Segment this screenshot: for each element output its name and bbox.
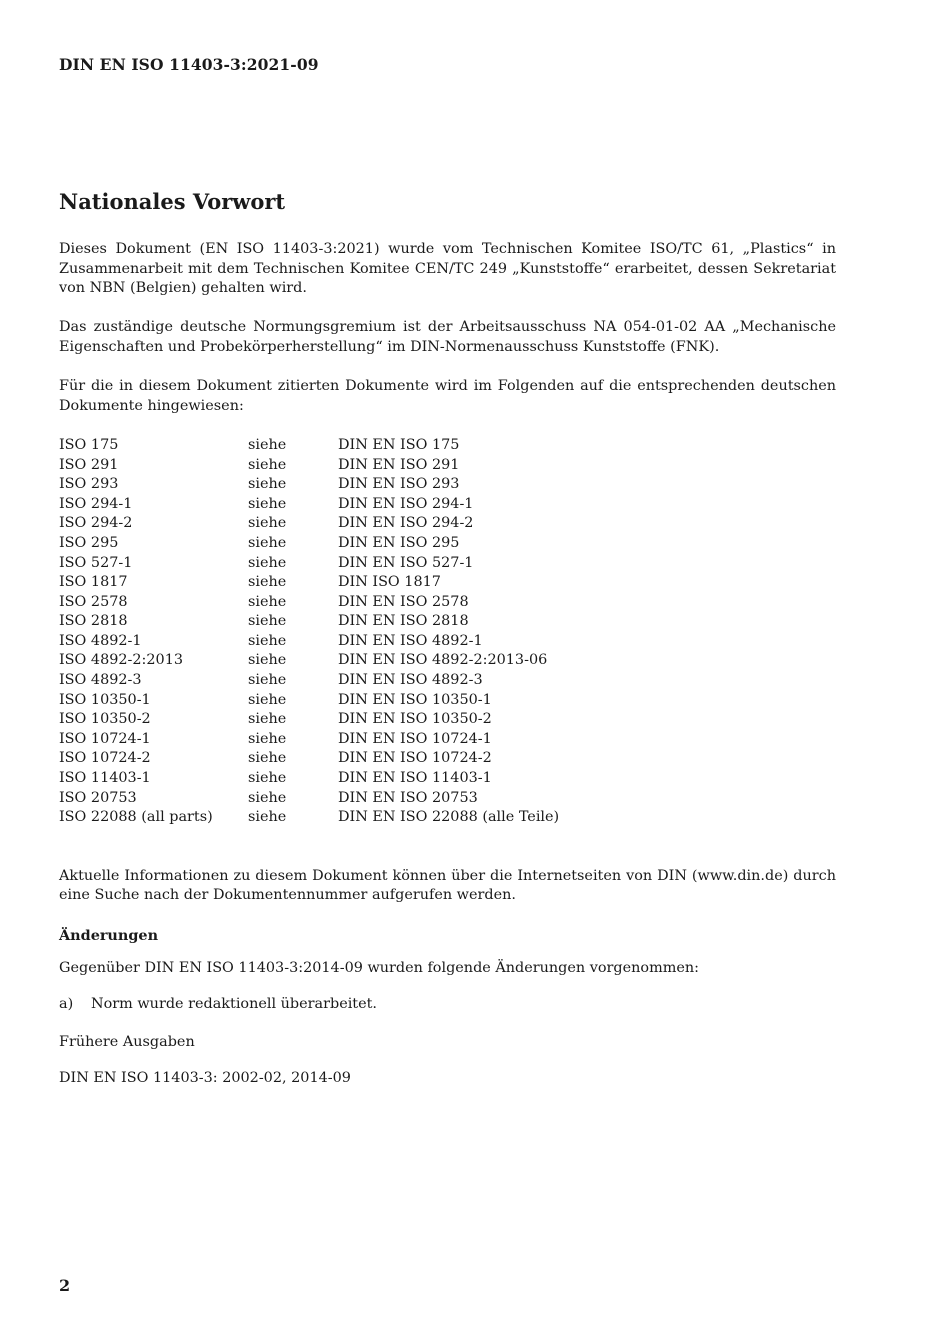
- changes-heading: Änderungen: [59, 926, 159, 944]
- see-label: siehe: [248, 789, 287, 806]
- table-row: [59, 573, 836, 593]
- din-reference: DIN EN ISO 4892-3: [338, 672, 483, 689]
- table-row: [59, 769, 836, 789]
- din-reference: DIN EN ISO 291: [338, 456, 460, 473]
- iso-reference: ISO 291: [59, 456, 119, 473]
- page-number: 2: [59, 1276, 71, 1295]
- iso-reference: ISO 175: [59, 436, 119, 453]
- page-title: Nationales Vorwort: [59, 189, 286, 214]
- list-item-marker: a): [59, 995, 74, 1012]
- table-row: [59, 710, 836, 730]
- table-row: [59, 554, 836, 574]
- see-label: siehe: [248, 515, 287, 532]
- iso-reference: ISO 2818: [59, 613, 128, 630]
- din-reference: DIN EN ISO 527-1: [338, 554, 474, 571]
- document-header: DIN EN ISO 11403-3:2021-09: [59, 55, 319, 74]
- see-label: siehe: [248, 770, 287, 787]
- see-label: siehe: [248, 534, 287, 551]
- iso-reference: ISO 2578: [59, 593, 128, 610]
- see-label: siehe: [248, 632, 287, 649]
- paragraph-committee: Das zuständige deutsche Normungsgremium ist der Arbeitsausschuss NA 054-01-02 AA „Mechanische Eigenschaften und Probekörperherstellung“ im DIN-Normenausschuss Kunststoffe (FNK).: [59, 319, 836, 355]
- iso-reference: ISO 10350-2: [59, 711, 151, 728]
- paragraph-scope: Dieses Dokument (EN ISO 11403-3:2021) wurde vom Technischen Komitee ISO/TC 61, „Plastics“ in Zusammenarbeit mit dem Technischen Komitee CEN/TC 249 „Kunststoffe“ erarbeitet, dessen Sekretariat von NBN (Belgien) gehalten wird.: [59, 241, 836, 297]
- iso-reference: ISO 20753: [59, 789, 137, 806]
- din-reference: DIN EN ISO 22088 (alle Teile): [338, 809, 560, 826]
- table-row: [59, 691, 836, 711]
- see-label: siehe: [248, 554, 287, 571]
- see-label: siehe: [248, 574, 287, 591]
- din-reference: DIN EN ISO 294-2: [338, 515, 474, 532]
- table-row: [59, 651, 836, 671]
- earlier-editions-heading: Frühere Ausgaben: [59, 1034, 195, 1051]
- iso-reference: ISO 527-1: [59, 554, 133, 571]
- iso-reference: ISO 293: [59, 476, 119, 493]
- iso-reference: ISO 295: [59, 534, 119, 551]
- changes-intro: Gegenüber DIN EN ISO 11403-3:2014-09 wurden folgende Änderungen vorgenommen:: [59, 960, 700, 977]
- table-row: [59, 730, 836, 750]
- din-reference: DIN EN ISO 4892-1: [338, 632, 483, 649]
- table-row: [59, 671, 836, 691]
- see-label: siehe: [248, 691, 287, 708]
- paragraph-info: Aktuelle Informationen zu diesem Dokument können über die Internetseiten von DIN (www.din.de) durch eine Suche nach der Dokumentennummer aufgerufen werden.: [59, 867, 836, 904]
- iso-reference: ISO 4892-2:2013: [59, 652, 184, 669]
- paragraph-references-intro: Für die in diesem Dokument zitierten Dokumente wird im Folgenden auf die entsprechenden deutschen Dokumente hingewiesen:: [59, 378, 836, 414]
- din-reference: DIN EN ISO 10724-2: [338, 750, 492, 767]
- see-label: siehe: [248, 672, 287, 689]
- table-row: [59, 534, 836, 554]
- see-label: siehe: [248, 750, 287, 767]
- iso-reference: ISO 10724-2: [59, 750, 151, 767]
- din-reference: DIN EN ISO 2578: [338, 593, 469, 610]
- see-label: siehe: [248, 436, 287, 453]
- see-label: siehe: [248, 593, 287, 610]
- foreword-body: [59, 240, 836, 1089]
- din-reference: DIN EN ISO 10350-1: [338, 691, 492, 708]
- table-row: [59, 789, 836, 809]
- din-reference: DIN EN ISO 293: [338, 476, 460, 493]
- table-row: [59, 808, 836, 828]
- iso-reference: ISO 10724-1: [59, 730, 151, 747]
- reference-table: [59, 436, 836, 828]
- din-reference: DIN EN ISO 20753: [338, 789, 478, 806]
- list-item: [59, 995, 836, 1015]
- see-label: siehe: [248, 495, 287, 512]
- din-reference: DIN EN ISO 11403-1: [338, 770, 492, 787]
- din-reference: DIN EN ISO 10724-1: [338, 730, 492, 747]
- table-row: [59, 593, 836, 613]
- table-row: [59, 456, 836, 476]
- see-label: siehe: [248, 809, 287, 826]
- list-item-text: Norm wurde redaktionell überarbeitet.: [91, 995, 377, 1012]
- iso-reference: ISO 1817: [59, 574, 128, 591]
- iso-reference: ISO 294-2: [59, 515, 133, 532]
- din-reference: DIN EN ISO 295: [338, 534, 460, 551]
- din-reference: DIN EN ISO 4892-2:2013-06: [338, 652, 548, 669]
- table-row: [59, 495, 836, 515]
- table-row: [59, 749, 836, 769]
- iso-reference: ISO 11403-1: [59, 770, 151, 787]
- iso-reference: ISO 4892-1: [59, 632, 142, 649]
- see-label: siehe: [248, 730, 287, 747]
- iso-reference: ISO 294-1: [59, 495, 133, 512]
- din-reference: DIN EN ISO 2818: [338, 613, 469, 630]
- table-row: [59, 514, 836, 534]
- iso-reference: ISO 10350-1: [59, 691, 151, 708]
- see-label: siehe: [248, 711, 287, 728]
- table-row: [59, 475, 836, 495]
- iso-reference: ISO 4892-3: [59, 672, 142, 689]
- see-label: siehe: [248, 652, 287, 669]
- din-reference: DIN EN ISO 175: [338, 436, 460, 453]
- table-row: [59, 436, 836, 456]
- iso-reference: ISO 22088 (all parts): [59, 809, 213, 826]
- see-label: siehe: [248, 476, 287, 493]
- see-label: siehe: [248, 456, 287, 473]
- table-row: [59, 632, 836, 652]
- din-reference: DIN ISO 1817: [338, 574, 441, 591]
- table-row: [59, 612, 836, 632]
- see-label: siehe: [248, 613, 287, 630]
- din-reference: DIN EN ISO 10350-2: [338, 711, 492, 728]
- earlier-editions-text: DIN EN ISO 11403-3: 2002-02, 2014-09: [59, 1069, 351, 1086]
- din-reference: DIN EN ISO 294-1: [338, 495, 474, 512]
